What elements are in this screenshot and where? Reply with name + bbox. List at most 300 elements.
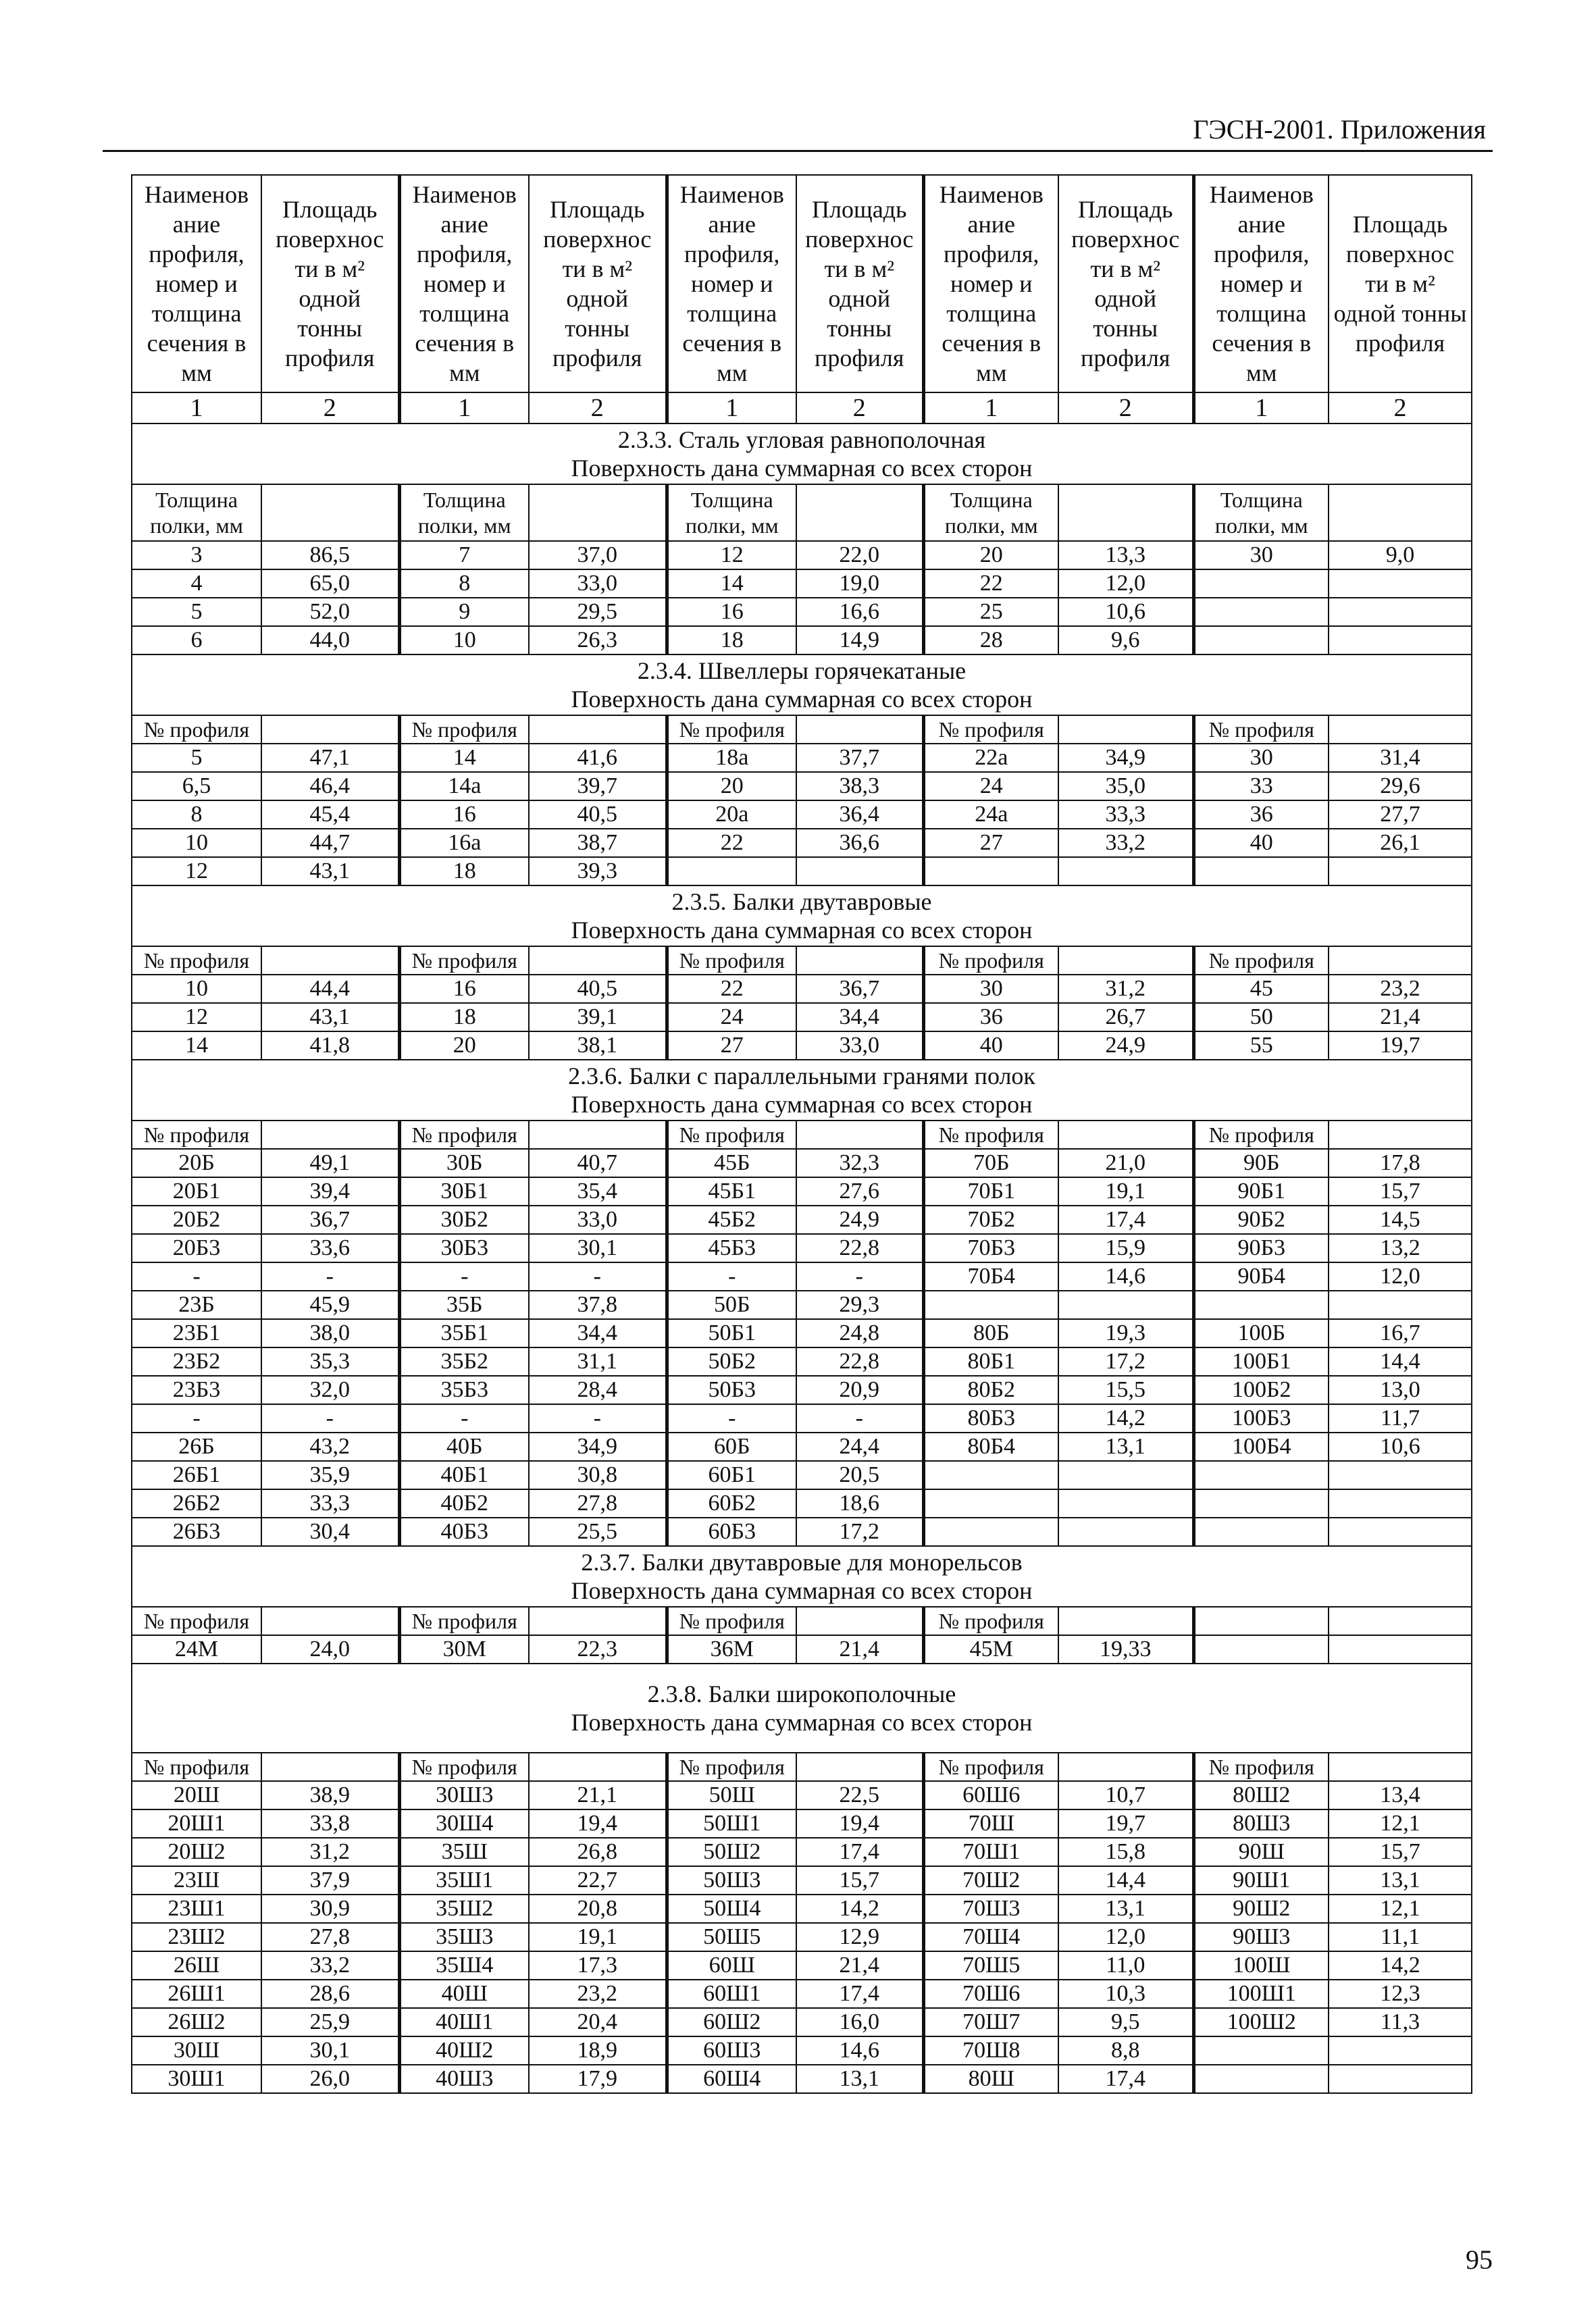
surface-area-value: 41,6 xyxy=(529,744,667,772)
surface-area-value: 20,5 xyxy=(796,1461,923,1489)
surface-area-value: 27,7 xyxy=(1329,800,1472,829)
surface-area-value: 13,3 xyxy=(1058,541,1193,569)
empty-cell xyxy=(796,1607,923,1635)
surface-area-value: 20,4 xyxy=(529,2008,667,2036)
column-number: 1 xyxy=(1193,392,1329,423)
section-title: 2.3.7. Балки двутавровые для монорельсов xyxy=(581,1549,1023,1576)
surface-area-value xyxy=(1329,1518,1472,1546)
surface-area-value: 26,8 xyxy=(529,1838,667,1866)
surface-area-value: 13,1 xyxy=(796,2065,923,2093)
surface-area-value: 18,6 xyxy=(796,1489,923,1518)
profile-label: № профиля xyxy=(399,1753,529,1781)
surface-area-value: 14,2 xyxy=(1058,1404,1193,1433)
profile-number: 23Б2 xyxy=(132,1347,261,1376)
profile-number: 70Ш6 xyxy=(923,1980,1058,2008)
surface-area-value xyxy=(1329,569,1472,598)
profile-number: 26Б3 xyxy=(132,1518,261,1546)
surface-area-value: 16,6 xyxy=(796,598,923,626)
surface-area-value: 34,4 xyxy=(529,1319,667,1347)
table-row xyxy=(132,1206,1472,1234)
profile-number: 60Б2 xyxy=(667,1489,796,1518)
profile-number: 40 xyxy=(1193,829,1329,857)
profile-number: 25 xyxy=(923,598,1058,626)
profile-number: 8 xyxy=(399,569,529,598)
surface-area-value xyxy=(1329,2036,1472,2065)
profile-number: 18а xyxy=(667,744,796,772)
surface-area-value: 35,4 xyxy=(529,1177,667,1206)
profile-number: 40Б xyxy=(399,1433,529,1461)
profile-label: № профиля xyxy=(667,1121,796,1149)
surface-area-value: 12,0 xyxy=(1058,569,1193,598)
surface-area-value: 17,4 xyxy=(1058,1206,1193,1234)
profile-number: 80Б3 xyxy=(923,1404,1058,1433)
profile-number: 20а xyxy=(667,800,796,829)
profile-number: 4 xyxy=(132,569,261,598)
section-subtitle: Поверхность дана суммарная со всех сторон xyxy=(571,1577,1033,1604)
surface-area-value: 38,7 xyxy=(529,829,667,857)
profile-number: 90Б3 xyxy=(1193,1234,1329,1262)
empty-cell xyxy=(261,1121,399,1149)
surface-area-value: 12,1 xyxy=(1329,1809,1472,1838)
profile-label: № профиля xyxy=(132,1607,261,1635)
section-subtitle: Поверхность дана суммарная со всех сторон xyxy=(571,1091,1033,1118)
header-surface-area: Площадь поверхнос ти в м² одной тонны профиля xyxy=(1329,175,1472,392)
surface-area-value: 30,9 xyxy=(261,1895,399,1923)
empty-cell xyxy=(1329,1607,1472,1635)
profile-number: 70Ш8 xyxy=(923,2036,1058,2065)
profile-number: 30Б2 xyxy=(399,1206,529,1234)
profile-number: 40Б1 xyxy=(399,1461,529,1489)
surface-area-value: 13,1 xyxy=(1058,1895,1193,1923)
profile-label: № профиля xyxy=(667,715,796,744)
surface-area-value: 11,1 xyxy=(1329,1923,1472,1951)
table-row xyxy=(132,857,1472,885)
surface-area-value: 13,1 xyxy=(1329,1866,1472,1895)
empty-cell xyxy=(1058,1607,1193,1635)
profile-number: 9 xyxy=(399,598,529,626)
profile-number: 70Ш5 xyxy=(923,1951,1058,1980)
profile-number: 23Ш2 xyxy=(132,1923,261,1951)
section-title: 2.3.3. Сталь угловая равнополочная xyxy=(617,426,986,453)
profile-number: 35Б xyxy=(399,1291,529,1319)
profile-number: 55 xyxy=(1193,1031,1329,1060)
surface-area-value: 36,7 xyxy=(796,975,923,1003)
surface-area-value: 19,33 xyxy=(1058,1635,1193,1664)
surface-area-value: 21,4 xyxy=(796,1951,923,1980)
profile-number: 30Б3 xyxy=(399,1234,529,1262)
surface-area-value: 19,1 xyxy=(529,1923,667,1951)
profile-number: 20Б1 xyxy=(132,1177,261,1206)
profile-label: № профиля xyxy=(1193,1753,1329,1781)
surface-area-value: - xyxy=(796,1404,923,1433)
surface-area-value: 40,5 xyxy=(529,975,667,1003)
surface-area-value: 52,0 xyxy=(261,598,399,626)
table-row xyxy=(132,1809,1472,1838)
profile-number: 35Ш2 xyxy=(399,1895,529,1923)
empty-cell xyxy=(529,715,667,744)
profile-number: 26Ш1 xyxy=(132,1980,261,2008)
table-row xyxy=(132,829,1472,857)
profile-number: 20Б3 xyxy=(132,1234,261,1262)
surface-area-value: 27,8 xyxy=(529,1489,667,1518)
table-row xyxy=(132,626,1472,654)
profile-label: № профиля xyxy=(132,1753,261,1781)
surface-area-value: 30,8 xyxy=(529,1461,667,1489)
surface-area-value: 17,2 xyxy=(1058,1347,1193,1376)
surface-area-value: 33,8 xyxy=(261,1809,399,1838)
profile-label xyxy=(1193,1607,1329,1635)
surface-area-value: 22,8 xyxy=(796,1347,923,1376)
table-row xyxy=(132,1895,1472,1923)
profile-number: 6 xyxy=(132,626,261,654)
empty-cell xyxy=(529,1753,667,1781)
surface-area-value: 49,1 xyxy=(261,1149,399,1177)
profile-label: № профиля xyxy=(923,715,1058,744)
surface-area-value: 43,1 xyxy=(261,857,399,885)
surface-area-value: 13,1 xyxy=(1058,1433,1193,1461)
surface-area-value: 44,7 xyxy=(261,829,399,857)
profile-number: 60Ш xyxy=(667,1951,796,1980)
profile-number: 50Ш1 xyxy=(667,1809,796,1838)
table-row xyxy=(132,1781,1472,1809)
empty-cell xyxy=(796,484,923,541)
surface-area-value: 19,3 xyxy=(1058,1319,1193,1347)
profile-number: 40Б3 xyxy=(399,1518,529,1546)
profile-number: 20Б2 xyxy=(132,1206,261,1234)
surface-area-value xyxy=(1329,2065,1472,2093)
profile-number: 70Ш xyxy=(923,1809,1058,1838)
profile-number: 23Б xyxy=(132,1291,261,1319)
surface-area-value: 33,3 xyxy=(261,1489,399,1518)
surface-area-value: 15,7 xyxy=(1329,1177,1472,1206)
profile-number: 14а xyxy=(399,772,529,800)
surface-area-value: 21,4 xyxy=(1329,1003,1472,1031)
surface-area-value: 33,2 xyxy=(1058,829,1193,857)
profile-number: 36М xyxy=(667,1635,796,1664)
profile-number: 80Б4 xyxy=(923,1433,1058,1461)
surface-area-value: 15,8 xyxy=(1058,1838,1193,1866)
table-row xyxy=(132,1003,1472,1031)
empty-cell xyxy=(1329,946,1472,975)
surface-area-value: 22,5 xyxy=(796,1781,923,1809)
profile-number: 14 xyxy=(667,569,796,598)
empty-cell xyxy=(261,715,399,744)
surface-area-value xyxy=(1329,1489,1472,1518)
profile-number: 60Ш4 xyxy=(667,2065,796,2093)
profile-number: 90Б xyxy=(1193,1149,1329,1177)
profile-number: 100Ш1 xyxy=(1193,1980,1329,2008)
profile-number: 50Ш4 xyxy=(667,1895,796,1923)
profile-label: Толщина полки, мм xyxy=(399,484,529,541)
surface-area-value: 19,0 xyxy=(796,569,923,598)
section-title-cell xyxy=(132,885,1472,946)
surface-area-value: 30,1 xyxy=(529,1234,667,1262)
profile-number: 50Ш xyxy=(667,1781,796,1809)
section-subtitle: Поверхность дана суммарная со всех сторон xyxy=(571,686,1033,713)
profile-number xyxy=(1193,857,1329,885)
table-row xyxy=(132,1461,1472,1489)
section-title-cell xyxy=(132,423,1472,484)
surface-area-value: 32,3 xyxy=(796,1149,923,1177)
surface-area-value: 33,2 xyxy=(261,1951,399,1980)
surface-area-value: 35,9 xyxy=(261,1461,399,1489)
profile-number: 40Ш1 xyxy=(399,2008,529,2036)
header-profile-name: Наименов ание профиля, номер и толщина сечения в мм xyxy=(667,175,796,392)
profile-number: 30Ш4 xyxy=(399,1809,529,1838)
profile-number: 22 xyxy=(667,975,796,1003)
surface-area-value: 17,2 xyxy=(796,1518,923,1546)
profile-number: 100Б2 xyxy=(1193,1376,1329,1404)
empty-cell xyxy=(1058,715,1193,744)
surface-area-value: 17,8 xyxy=(1329,1149,1472,1177)
profile-label: № профиля xyxy=(1193,1121,1329,1149)
profile-number: 14 xyxy=(399,744,529,772)
profile-label: № профиля xyxy=(399,1607,529,1635)
section-subtitle: Поверхность дана суммарная со всех сторон xyxy=(571,1709,1033,1736)
surface-area-value: 15,7 xyxy=(796,1866,923,1895)
surface-area-value: 14,4 xyxy=(1329,1347,1472,1376)
surface-area-value: 29,3 xyxy=(796,1291,923,1319)
table-row xyxy=(132,1177,1472,1206)
profile-number: 40Ш2 xyxy=(399,2036,529,2065)
profile-number xyxy=(1193,626,1329,654)
profile-number: 60Ш2 xyxy=(667,2008,796,2036)
profile-number: 20 xyxy=(399,1031,529,1060)
surface-area-value: 36,7 xyxy=(261,1206,399,1234)
surface-area-value: 10,3 xyxy=(1058,1980,1193,2008)
profile-number: 10 xyxy=(399,626,529,654)
profile-number: 35Б2 xyxy=(399,1347,529,1376)
profile-number: 23Ш1 xyxy=(132,1895,261,1923)
surface-area-value: 9,5 xyxy=(1058,2008,1193,2036)
section-title-row xyxy=(132,1546,1472,1607)
profile-number xyxy=(667,857,796,885)
profile-number: 10 xyxy=(132,829,261,857)
profile-number: 80Ш3 xyxy=(1193,1809,1329,1838)
surface-area-value: 41,8 xyxy=(261,1031,399,1060)
profile-number: 100Б3 xyxy=(1193,1404,1329,1433)
table-row xyxy=(132,1635,1472,1664)
profile-number: 100Ш2 xyxy=(1193,2008,1329,2036)
surface-area-value: 14,5 xyxy=(1329,1206,1472,1234)
surface-area-value: 16,0 xyxy=(796,2008,923,2036)
table-row xyxy=(132,1149,1472,1177)
profile-number: 5 xyxy=(132,598,261,626)
surface-area-value: 31,1 xyxy=(529,1347,667,1376)
profile-number: 12 xyxy=(667,541,796,569)
surface-area-value: 22,0 xyxy=(796,541,923,569)
column-number: 2 xyxy=(1058,392,1193,423)
column-header-row xyxy=(132,175,1472,392)
surface-area-value: 38,3 xyxy=(796,772,923,800)
empty-cell xyxy=(1329,715,1472,744)
profile-number: 70Ш4 xyxy=(923,1923,1058,1951)
empty-cell xyxy=(1058,1121,1193,1149)
empty-cell xyxy=(1329,1121,1472,1149)
surface-area-value xyxy=(1329,1291,1472,1319)
running-head: ГЭСН-2001. Приложения xyxy=(1193,114,1486,145)
profile-number: 35Б1 xyxy=(399,1319,529,1347)
surface-area-value: 9,0 xyxy=(1329,541,1472,569)
profile-number: - xyxy=(667,1262,796,1291)
profile-label: № профиля xyxy=(923,946,1058,975)
profile-label: № профиля xyxy=(667,1607,796,1635)
profile-label: № профиля xyxy=(923,1607,1058,1635)
profile-number: 20Ш xyxy=(132,1781,261,1809)
column-number: 2 xyxy=(529,392,667,423)
profile-number xyxy=(923,1291,1058,1319)
surface-area-value: 21,1 xyxy=(529,1781,667,1809)
empty-cell xyxy=(796,1753,923,1781)
profile-number: 70Ш1 xyxy=(923,1838,1058,1866)
empty-cell xyxy=(529,484,667,541)
profile-number: 22 xyxy=(667,829,796,857)
profile-number: 33 xyxy=(1193,772,1329,800)
surface-area-value: 13,4 xyxy=(1329,1781,1472,1809)
profile-number xyxy=(1193,2065,1329,2093)
profile-number: 90Ш2 xyxy=(1193,1895,1329,1923)
empty-cell xyxy=(261,1607,399,1635)
profile-number xyxy=(923,1489,1058,1518)
profile-number: 20 xyxy=(667,772,796,800)
surface-area-value: 39,4 xyxy=(261,1177,399,1206)
empty-cell xyxy=(261,1753,399,1781)
profile-number: 23Ш xyxy=(132,1866,261,1895)
section-title-cell xyxy=(132,1546,1472,1607)
table-row xyxy=(132,1980,1472,2008)
header-profile-name: Наименов ание профиля, номер и толщина сечения в мм xyxy=(1193,175,1329,392)
table-row xyxy=(132,2008,1472,2036)
profile-number: 30 xyxy=(1193,541,1329,569)
profile-number: 20 xyxy=(923,541,1058,569)
profile-number: 80Ш2 xyxy=(1193,1781,1329,1809)
profile-number: 7 xyxy=(399,541,529,569)
profile-number: 22а xyxy=(923,744,1058,772)
profile-number: 70Б xyxy=(923,1149,1058,1177)
surface-area-value: 19,7 xyxy=(1329,1031,1472,1060)
surface-area-value: 20,8 xyxy=(529,1895,667,1923)
surface-area-value: 38,9 xyxy=(261,1781,399,1809)
profile-number: 27 xyxy=(923,829,1058,857)
surface-area-value: 21,4 xyxy=(796,1635,923,1664)
surface-area-value: 19,1 xyxy=(1058,1177,1193,1206)
surface-area-value: 30,4 xyxy=(261,1518,399,1546)
surface-area-value: 32,0 xyxy=(261,1376,399,1404)
profile-label: № профиля xyxy=(923,1753,1058,1781)
surface-area-value: 25,9 xyxy=(261,2008,399,2036)
surface-area-value: 43,1 xyxy=(261,1003,399,1031)
profile-number: 24а xyxy=(923,800,1058,829)
table-row xyxy=(132,1923,1472,1951)
profile-number: 45Б1 xyxy=(667,1177,796,1206)
surface-area-value: 34,9 xyxy=(529,1433,667,1461)
table-row xyxy=(132,800,1472,829)
table-row xyxy=(132,1866,1472,1895)
surface-area-value: 35,3 xyxy=(261,1347,399,1376)
surface-area-value: 19,4 xyxy=(796,1809,923,1838)
profile-number: 6,5 xyxy=(132,772,261,800)
header-profile-name: Наименов ание профиля, номер и толщина сечения в мм xyxy=(923,175,1058,392)
profile-number: 60Б1 xyxy=(667,1461,796,1489)
surface-area-value: 24,8 xyxy=(796,1319,923,1347)
surface-area-value: - xyxy=(529,1404,667,1433)
profile-number: 26Ш xyxy=(132,1951,261,1980)
header-profile-name: Наименов ание профиля, номер и толщина сечения в мм xyxy=(132,175,261,392)
profile-number xyxy=(1193,569,1329,598)
empty-cell xyxy=(1058,484,1193,541)
profiles-surface-table xyxy=(131,174,1472,2094)
label-row xyxy=(132,484,1472,541)
surface-area-value: - xyxy=(261,1404,399,1433)
profile-number: 35Б3 xyxy=(399,1376,529,1404)
surface-area-value: 22,3 xyxy=(529,1635,667,1664)
surface-area-value: 38,0 xyxy=(261,1319,399,1347)
surface-area-value: 47,1 xyxy=(261,744,399,772)
profile-number: 18 xyxy=(667,626,796,654)
profile-label: Толщина полки, мм xyxy=(667,484,796,541)
profile-number: 50Б3 xyxy=(667,1376,796,1404)
profile-number: 80Б xyxy=(923,1319,1058,1347)
profile-number xyxy=(923,1461,1058,1489)
profile-number: 45Б xyxy=(667,1149,796,1177)
column-number: 1 xyxy=(399,392,529,423)
table-row xyxy=(132,744,1472,772)
profile-number: 80Ш xyxy=(923,2065,1058,2093)
section-title: 2.3.6. Балки с параллельными гранями полок xyxy=(568,1062,1035,1089)
surface-area-value: 14,6 xyxy=(1058,1262,1193,1291)
profile-number: 22 xyxy=(923,569,1058,598)
profile-number: 16 xyxy=(399,800,529,829)
surface-area-value: 14,2 xyxy=(1329,1951,1472,1980)
profile-number: 45М xyxy=(923,1635,1058,1664)
table-row xyxy=(132,1433,1472,1461)
surface-area-value: 17,4 xyxy=(796,1838,923,1866)
surface-area-value: 17,4 xyxy=(796,1980,923,2008)
profile-number: 40Б2 xyxy=(399,1489,529,1518)
profile-number: 26Б1 xyxy=(132,1461,261,1489)
surface-area-value: 11,3 xyxy=(1329,2008,1472,2036)
header-surface-area: Площадь поверхнос ти в м² одной тонны профиля xyxy=(529,175,667,392)
surface-area-value: 26,7 xyxy=(1058,1003,1193,1031)
profile-label: № профиля xyxy=(1193,946,1329,975)
label-row xyxy=(132,1607,1472,1635)
profile-number: 50Б xyxy=(667,1291,796,1319)
surface-area-value xyxy=(1329,1461,1472,1489)
profile-number: 60Б3 xyxy=(667,1518,796,1546)
surface-area-value xyxy=(1058,1291,1193,1319)
surface-area-value: 26,1 xyxy=(1329,829,1472,857)
surface-area-value: 34,4 xyxy=(796,1003,923,1031)
profile-number: 12 xyxy=(132,1003,261,1031)
empty-cell xyxy=(796,946,923,975)
profile-number: 26Ш2 xyxy=(132,2008,261,2036)
label-row xyxy=(132,1121,1472,1149)
surface-area-value: 12,3 xyxy=(1329,1980,1472,2008)
section-subtitle: Поверхность дана суммарная со всех сторон xyxy=(571,455,1033,482)
empty-cell xyxy=(796,715,923,744)
surface-area-value: 86,5 xyxy=(261,541,399,569)
surface-area-value: 40,5 xyxy=(529,800,667,829)
empty-cell xyxy=(529,1607,667,1635)
surface-area-value: 33,6 xyxy=(261,1234,399,1262)
surface-area-value: 24,4 xyxy=(796,1433,923,1461)
surface-area-value: 40,7 xyxy=(529,1149,667,1177)
profile-number: 30Б xyxy=(399,1149,529,1177)
surface-area-value: 17,4 xyxy=(1058,2065,1193,2093)
profile-number: 45Б3 xyxy=(667,1234,796,1262)
surface-area-value: 31,4 xyxy=(1329,744,1472,772)
surface-area-value: 33,0 xyxy=(529,569,667,598)
